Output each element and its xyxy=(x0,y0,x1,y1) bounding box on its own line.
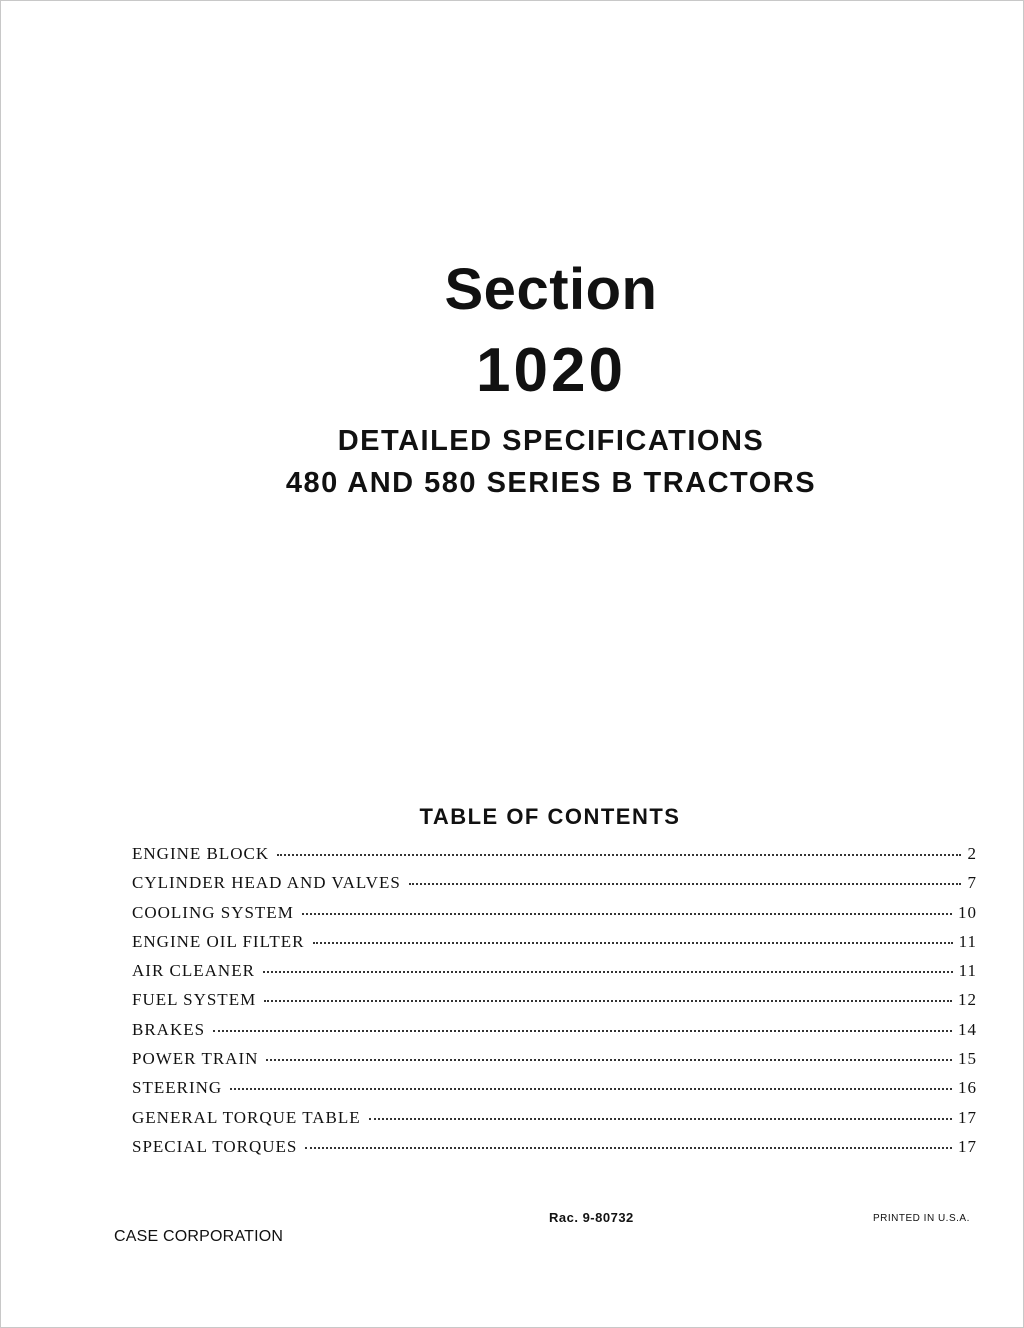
toc-entry xyxy=(132,1137,977,1166)
toc-entry-label: POWER TRAIN xyxy=(132,1049,259,1069)
toc-entry xyxy=(132,961,977,990)
toc-entry-label: ENGINE OIL FILTER xyxy=(132,931,305,951)
reference-number: Rac. 9-80732 xyxy=(549,1210,634,1225)
toc-entry-page: 15 xyxy=(958,1049,977,1069)
toc-entry-label: CYLINDER HEAD AND VALVES xyxy=(132,873,401,893)
toc-leader-dots xyxy=(313,942,953,944)
toc-entry-page: 17 xyxy=(958,1136,977,1156)
toc-leader-dots xyxy=(213,1030,952,1032)
toc-entry-page: 10 xyxy=(958,902,977,922)
toc-leader-dots xyxy=(305,1147,952,1149)
company-name: CASE CORPORATION xyxy=(114,1228,284,1245)
toc-entry-label: SPECIAL TORQUES xyxy=(132,1136,298,1156)
section-title: Section xyxy=(444,257,658,322)
toc-leader-dots xyxy=(409,883,961,885)
toc-entry xyxy=(132,903,977,932)
toc-entry-label: ENGINE BLOCK xyxy=(132,844,270,863)
toc-entry-label: STEERING xyxy=(132,1078,223,1098)
toc-leader-dots xyxy=(302,913,952,915)
toc-entry-label: FUEL SYSTEM xyxy=(132,990,257,1010)
toc-entry xyxy=(132,932,977,961)
toc-entry-page: 14 xyxy=(958,1019,977,1039)
toc-entry-label: AIR CLEANER xyxy=(132,961,255,981)
toc-entry-page: 11 xyxy=(958,961,977,981)
toc-leader-dots xyxy=(277,854,961,856)
toc-leader-dots xyxy=(369,1118,952,1120)
toc-entry xyxy=(132,990,977,1019)
toc-entry xyxy=(132,1078,977,1107)
toc-entry-page: 2 xyxy=(967,844,977,863)
toc-entry xyxy=(132,873,977,902)
subtitle-line-2: 480 AND 580 SERIES B TRACTORS xyxy=(285,467,817,499)
toc-entry xyxy=(132,1108,977,1137)
toc-entry-page: 11 xyxy=(958,931,977,951)
toc-entry-label: BRAKES xyxy=(132,1019,206,1039)
printed-notice: PRINTED IN U.S.A. xyxy=(873,1213,970,1224)
toc-entry-label: COOLING SYSTEM xyxy=(132,902,294,922)
table-of-contents xyxy=(132,844,977,1166)
toc-leader-dots xyxy=(263,971,953,973)
toc-leader-dots xyxy=(264,1000,952,1002)
toc-entry xyxy=(132,1049,977,1078)
toc-leader-dots xyxy=(266,1059,952,1061)
section-number: 1020 xyxy=(476,336,626,405)
toc-entry-label: GENERAL TORQUE TABLE xyxy=(132,1107,361,1127)
toc-entry-page: 17 xyxy=(958,1107,977,1127)
toc-leader-dots xyxy=(230,1088,952,1090)
subtitle-line-1: DETAILED SPECIFICATIONS xyxy=(337,425,765,457)
toc-entry-page: 7 xyxy=(967,873,977,893)
toc-entry xyxy=(132,1020,977,1049)
toc-entry-page: 12 xyxy=(958,990,977,1010)
toc-entry xyxy=(132,844,977,873)
toc-entry-page: 16 xyxy=(958,1078,977,1098)
toc-heading: TABLE OF CONTENTS xyxy=(419,804,681,829)
